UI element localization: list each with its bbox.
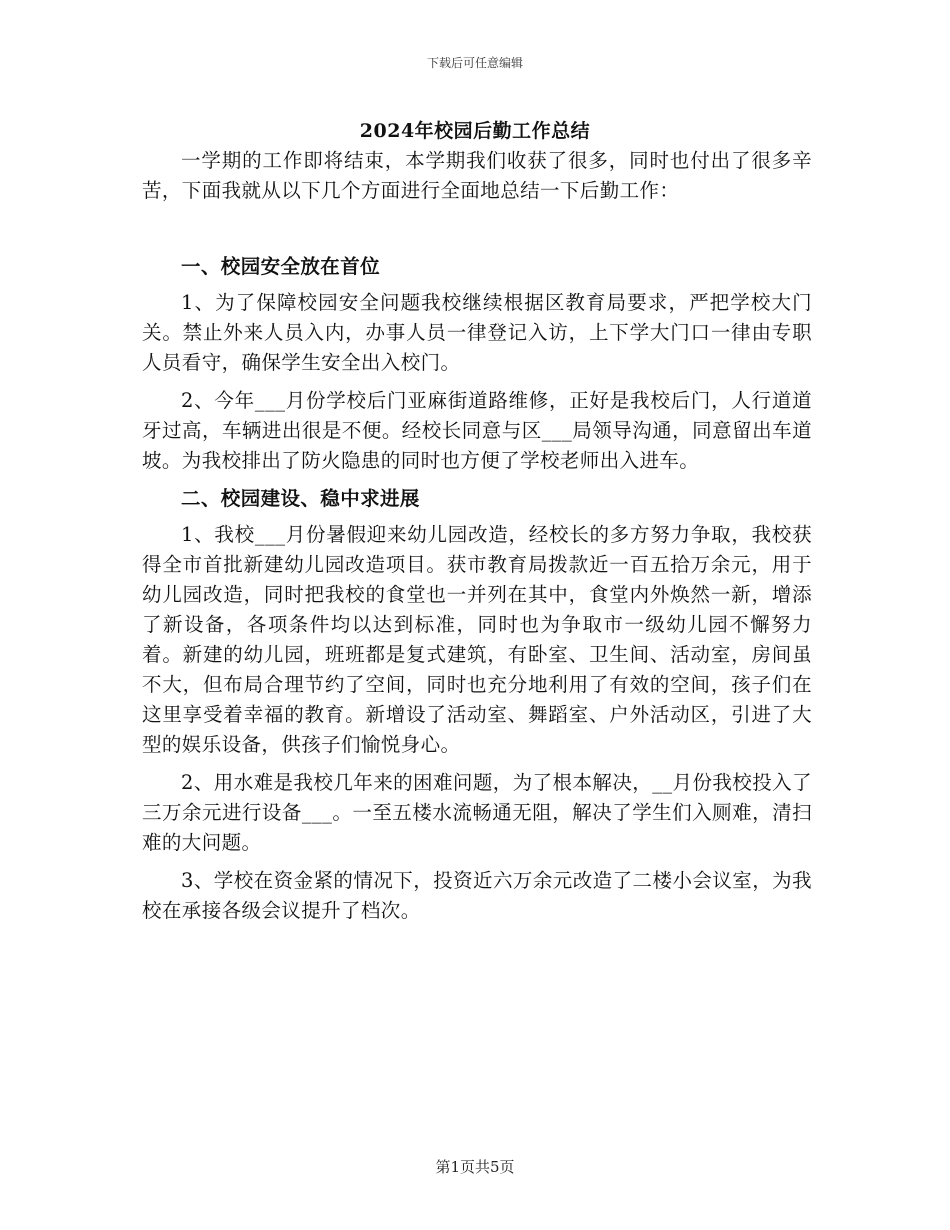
section-heading-construction: 二、校园建设、稳中求进展	[181, 487, 420, 510]
section1-paragraph-1: 1、为了保障校园安全问题我校继续根据区教育局要求，严把学校大门关。禁止外来人员入内，办事人员一律登记入访，上下学大门口一律由专职人员看守，确保学生安全出入校门。	[142, 291, 812, 374]
section1-paragraph-2: 2、今年___月份学校后门亚麻街道路维修，正好是我校后门，人行道道牙过高，车辆进出很是不便。经校长同意与区___局领导沟通，同意留出车道坡。为我校排出了防火隐患的同时也方便了学校老师出入进车。	[142, 389, 812, 472]
section2-paragraph-1: 1、我校___月份暑假迎来幼儿园改造，经校长的多方努力争取，我校获得全市首批新建幼儿园改造项目。获市教育局拨款近一百五拾万余元，用于幼儿园改造，同时把我校的食堂也一并列在其中，食堂内外焕然一新，增添了新设备，各项条件均以达到标准，同时也为争取市一级幼儿园不懈努力着。新建的幼儿园，班班都是复式建筑，有卧室、卫生间、活动室，房间虽不大，但布局合理节约了空间，同时也充分地利用了有效的空间，孩子们在这里享受着幸福的教育。新增设了活动室、舞蹈室、户外活动区，引进了大型的娱乐设备，供孩子们愉悦身心。	[142, 523, 812, 756]
page-number-footer: 第1页共5页	[435, 1158, 515, 1176]
header-note: 下载后可任意编辑	[426, 56, 523, 70]
section2-paragraph-3: 3、学校在资金紧的情况下，投资近六万余元改造了二楼小会议室，为我校在承接各级会议提升了档次。	[142, 869, 812, 922]
section2-paragraph-2: 2、用水难是我校几年来的困难问题，为了根本解决，__月份我校投入了三万余元进行设备___。一至五楼水流畅通无阻，解决了学生们入厕难，清扫难的大问题。	[142, 771, 812, 854]
intro-paragraph: 一学期的工作即将结束，本学期我们收获了很多，同时也付出了很多辛苦，下面我就从以下几个方面进行全面地总结一下后勤工作：	[142, 149, 812, 202]
section-heading-safety: 一、校园安全放在首位	[181, 255, 381, 278]
document-body	[142, 146, 812, 926]
document-title: 2024年校园后勤工作总结	[359, 120, 591, 142]
